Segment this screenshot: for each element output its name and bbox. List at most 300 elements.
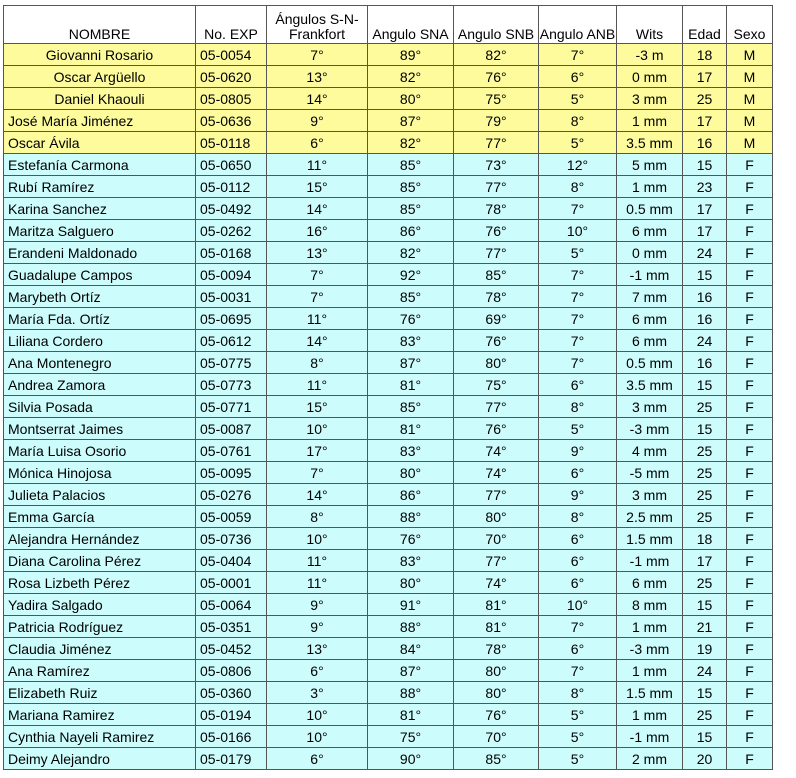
cell-sna[interactable]: 81°	[368, 704, 454, 726]
cell-snb[interactable]: 77°	[454, 132, 539, 154]
cell-sexo[interactable]: F	[727, 484, 773, 506]
cell-no-exp[interactable]: 05-0452	[196, 638, 267, 660]
cell-edad[interactable]: 25	[683, 88, 727, 110]
cell-wits[interactable]: 8 mm	[617, 594, 683, 616]
cell-anb[interactable]: 8°	[539, 396, 617, 418]
cell-sn-frankfort[interactable]: 9°	[267, 616, 368, 638]
cell-sna[interactable]: 82°	[368, 242, 454, 264]
header-angulo-sna[interactable]: Angulo SNA	[368, 6, 454, 44]
cell-wits[interactable]: 1.5 mm	[617, 528, 683, 550]
cell-anb[interactable]: 7°	[539, 264, 617, 286]
cell-sn-frankfort[interactable]: 3°	[267, 682, 368, 704]
cell-edad[interactable]: 18	[683, 44, 727, 66]
cell-sn-frankfort[interactable]: 11°	[267, 308, 368, 330]
cell-sexo[interactable]: M	[727, 44, 773, 66]
table-row[interactable]	[4, 418, 773, 440]
cell-nombre[interactable]: Julieta Palacios	[4, 484, 196, 506]
cell-sna[interactable]: 86°	[368, 484, 454, 506]
cell-sna[interactable]: 91°	[368, 594, 454, 616]
cell-sna[interactable]: 92°	[368, 264, 454, 286]
cell-snb[interactable]: 82°	[454, 44, 539, 66]
cell-wits[interactable]: 1.5 mm	[617, 682, 683, 704]
cell-anb[interactable]: 7°	[539, 616, 617, 638]
cell-nombre[interactable]: Montserrat Jaimes	[4, 418, 196, 440]
cell-sexo[interactable]: F	[727, 528, 773, 550]
cell-sexo[interactable]: F	[727, 550, 773, 572]
cell-sna[interactable]: 80°	[368, 88, 454, 110]
cell-wits[interactable]: -1 mm	[617, 264, 683, 286]
cell-no-exp[interactable]: 05-0351	[196, 616, 267, 638]
cell-nombre[interactable]: María Luisa Osorio	[4, 440, 196, 462]
cell-edad[interactable]: 17	[683, 110, 727, 132]
cell-sna[interactable]: 76°	[368, 528, 454, 550]
cell-nombre[interactable]: Alejandra Hernández	[4, 528, 196, 550]
cell-edad[interactable]: 18	[683, 528, 727, 550]
cell-no-exp[interactable]: 05-0262	[196, 220, 267, 242]
cell-sexo[interactable]: F	[727, 638, 773, 660]
cell-nombre[interactable]: Liliana Cordero	[4, 330, 196, 352]
cell-nombre[interactable]: Erandeni Maldonado	[4, 242, 196, 264]
cell-anb[interactable]: 6°	[539, 528, 617, 550]
cell-anb[interactable]: 9°	[539, 484, 617, 506]
header-sexo[interactable]: Sexo	[727, 6, 773, 44]
cell-nombre[interactable]: Guadalupe Campos	[4, 264, 196, 286]
cell-sna[interactable]: 83°	[368, 440, 454, 462]
cell-snb[interactable]: 74°	[454, 462, 539, 484]
cell-sn-frankfort[interactable]: 13°	[267, 66, 368, 88]
table-row[interactable]	[4, 704, 773, 726]
cell-sexo[interactable]: F	[727, 462, 773, 484]
table-row[interactable]	[4, 44, 773, 66]
cell-sna[interactable]: 85°	[368, 198, 454, 220]
cell-sna[interactable]: 86°	[368, 220, 454, 242]
cell-snb[interactable]: 77°	[454, 242, 539, 264]
cell-snb[interactable]: 70°	[454, 726, 539, 748]
cell-wits[interactable]: 0.5 mm	[617, 352, 683, 374]
cell-anb[interactable]: 7°	[539, 330, 617, 352]
cell-sn-frankfort[interactable]: 7°	[267, 462, 368, 484]
cell-wits[interactable]: -1 mm	[617, 550, 683, 572]
cell-wits[interactable]: 0.5 mm	[617, 198, 683, 220]
cell-snb[interactable]: 77°	[454, 484, 539, 506]
table-row[interactable]	[4, 198, 773, 220]
cell-no-exp[interactable]: 05-0806	[196, 660, 267, 682]
cell-wits[interactable]: 2 mm	[617, 748, 683, 770]
cell-no-exp[interactable]: 05-0360	[196, 682, 267, 704]
cell-nombre[interactable]: Marybeth Ortíz	[4, 286, 196, 308]
cell-sna[interactable]: 88°	[368, 682, 454, 704]
cell-no-exp[interactable]: 05-0095	[196, 462, 267, 484]
cell-wits[interactable]: -3 m	[617, 44, 683, 66]
cell-anb[interactable]: 8°	[539, 682, 617, 704]
cell-edad[interactable]: 25	[683, 704, 727, 726]
cell-snb[interactable]: 76°	[454, 418, 539, 440]
cell-sn-frankfort[interactable]: 9°	[267, 594, 368, 616]
cell-snb[interactable]: 69°	[454, 308, 539, 330]
table-row[interactable]	[4, 154, 773, 176]
cell-sexo[interactable]: F	[727, 154, 773, 176]
cell-wits[interactable]: 0 mm	[617, 66, 683, 88]
cell-sna[interactable]: 80°	[368, 572, 454, 594]
cell-anb[interactable]: 7°	[539, 198, 617, 220]
cell-sn-frankfort[interactable]: 14°	[267, 330, 368, 352]
cell-snb[interactable]: 75°	[454, 88, 539, 110]
header-angulo-snb[interactable]: Angulo SNB	[454, 6, 539, 44]
cell-nombre[interactable]: José María Jiménez	[4, 110, 196, 132]
cell-no-exp[interactable]: 05-0194	[196, 704, 267, 726]
cell-sna[interactable]: 81°	[368, 418, 454, 440]
cell-wits[interactable]: 7 mm	[617, 286, 683, 308]
cell-anb[interactable]: 8°	[539, 110, 617, 132]
cell-sn-frankfort[interactable]: 13°	[267, 638, 368, 660]
table-row[interactable]	[4, 176, 773, 198]
cell-sna[interactable]: 83°	[368, 550, 454, 572]
cell-no-exp[interactable]: 05-0064	[196, 594, 267, 616]
cell-snb[interactable]: 79°	[454, 110, 539, 132]
table-row[interactable]	[4, 550, 773, 572]
cell-sexo[interactable]: M	[727, 66, 773, 88]
cell-no-exp[interactable]: 05-0771	[196, 396, 267, 418]
cell-no-exp[interactable]: 05-0168	[196, 242, 267, 264]
cell-edad[interactable]: 25	[683, 396, 727, 418]
cell-sna[interactable]: 80°	[368, 462, 454, 484]
cell-wits[interactable]: 6 mm	[617, 572, 683, 594]
cell-nombre[interactable]: Deimy Alejandro	[4, 748, 196, 770]
cell-nombre[interactable]: Mónica Hinojosa	[4, 462, 196, 484]
cell-edad[interactable]: 24	[683, 330, 727, 352]
cell-sn-frankfort[interactable]: 15°	[267, 176, 368, 198]
cell-nombre[interactable]: Estefanía Carmona	[4, 154, 196, 176]
cell-wits[interactable]: -1 mm	[617, 726, 683, 748]
cell-nombre[interactable]: Yadira Salgado	[4, 594, 196, 616]
cell-sexo[interactable]: F	[727, 594, 773, 616]
cell-snb[interactable]: 75°	[454, 374, 539, 396]
cell-wits[interactable]: 6 mm	[617, 330, 683, 352]
table-row[interactable]	[4, 330, 773, 352]
cell-wits[interactable]: 3 mm	[617, 396, 683, 418]
table-row[interactable]	[4, 682, 773, 704]
cell-nombre[interactable]: Oscar Argüello	[4, 66, 196, 88]
cell-wits[interactable]: 3 mm	[617, 484, 683, 506]
cell-sna[interactable]: 88°	[368, 616, 454, 638]
cell-no-exp[interactable]: 05-0112	[196, 176, 267, 198]
cell-sn-frankfort[interactable]: 9°	[267, 110, 368, 132]
cell-nombre[interactable]: Ana Ramírez	[4, 660, 196, 682]
cell-edad[interactable]: 15	[683, 374, 727, 396]
cell-snb[interactable]: 78°	[454, 198, 539, 220]
cell-snb[interactable]: 74°	[454, 440, 539, 462]
cell-edad[interactable]: 25	[683, 506, 727, 528]
table-row[interactable]	[4, 88, 773, 110]
cell-no-exp[interactable]: 05-0087	[196, 418, 267, 440]
cell-snb[interactable]: 80°	[454, 682, 539, 704]
cell-edad[interactable]: 25	[683, 572, 727, 594]
cell-no-exp[interactable]: 05-0805	[196, 88, 267, 110]
cell-no-exp[interactable]: 05-0094	[196, 264, 267, 286]
cell-no-exp[interactable]: 05-0695	[196, 308, 267, 330]
cell-edad[interactable]: 19	[683, 638, 727, 660]
cell-no-exp[interactable]: 05-0636	[196, 110, 267, 132]
cell-edad[interactable]: 16	[683, 352, 727, 374]
cell-sexo[interactable]: F	[727, 352, 773, 374]
cell-sna[interactable]: 85°	[368, 286, 454, 308]
cell-sexo[interactable]: F	[727, 704, 773, 726]
cell-wits[interactable]: 3 mm	[617, 88, 683, 110]
cell-sna[interactable]: 85°	[368, 396, 454, 418]
cell-snb[interactable]: 85°	[454, 748, 539, 770]
header-no-exp[interactable]: No. EXP	[196, 6, 267, 44]
cell-no-exp[interactable]: 05-0612	[196, 330, 267, 352]
cell-sna[interactable]: 82°	[368, 132, 454, 154]
cell-snb[interactable]: 80°	[454, 660, 539, 682]
cell-anb[interactable]: 5°	[539, 418, 617, 440]
cell-sn-frankfort[interactable]: 14°	[267, 198, 368, 220]
table-row[interactable]	[4, 616, 773, 638]
cell-nombre[interactable]: Cynthia Nayeli Ramirez	[4, 726, 196, 748]
cell-sn-frankfort[interactable]: 16°	[267, 220, 368, 242]
cell-sna[interactable]: 75°	[368, 726, 454, 748]
cell-sexo[interactable]: F	[727, 242, 773, 264]
cell-edad[interactable]: 17	[683, 66, 727, 88]
cell-wits[interactable]: 1 mm	[617, 616, 683, 638]
cell-sn-frankfort[interactable]: 14°	[267, 484, 368, 506]
table-row[interactable]	[4, 286, 773, 308]
cell-sna[interactable]: 87°	[368, 660, 454, 682]
cell-anb[interactable]: 6°	[539, 572, 617, 594]
cell-anb[interactable]: 6°	[539, 374, 617, 396]
table-row[interactable]	[4, 374, 773, 396]
header-angulo-anb[interactable]: Angulo ANB	[539, 6, 617, 44]
cell-sexo[interactable]: F	[727, 176, 773, 198]
cell-sexo[interactable]: F	[727, 506, 773, 528]
cell-no-exp[interactable]: 05-0620	[196, 66, 267, 88]
cell-sna[interactable]: 89°	[368, 44, 454, 66]
table-row[interactable]	[4, 308, 773, 330]
cell-sn-frankfort[interactable]: 6°	[267, 132, 368, 154]
cell-sexo[interactable]: F	[727, 330, 773, 352]
cell-no-exp[interactable]: 05-0404	[196, 550, 267, 572]
cell-edad[interactable]: 17	[683, 198, 727, 220]
cell-anb[interactable]: 5°	[539, 88, 617, 110]
cell-no-exp[interactable]: 05-0118	[196, 132, 267, 154]
cell-nombre[interactable]: Ana Montenegro	[4, 352, 196, 374]
cell-sn-frankfort[interactable]: 11°	[267, 550, 368, 572]
table-row[interactable]	[4, 440, 773, 462]
cell-edad[interactable]: 24	[683, 660, 727, 682]
cell-sna[interactable]: 87°	[368, 110, 454, 132]
cell-sn-frankfort[interactable]: 7°	[267, 286, 368, 308]
cell-sna[interactable]: 76°	[368, 308, 454, 330]
cell-anb[interactable]: 7°	[539, 44, 617, 66]
cell-nombre[interactable]: Rubí Ramírez	[4, 176, 196, 198]
cell-anb[interactable]: 6°	[539, 66, 617, 88]
cell-edad[interactable]: 17	[683, 220, 727, 242]
table-row[interactable]	[4, 264, 773, 286]
cell-nombre[interactable]: Mariana Ramirez	[4, 704, 196, 726]
cell-sexo[interactable]: M	[727, 132, 773, 154]
cell-sexo[interactable]: F	[727, 682, 773, 704]
cell-sn-frankfort[interactable]: 7°	[267, 264, 368, 286]
cell-sexo[interactable]: F	[727, 374, 773, 396]
cell-snb[interactable]: 76°	[454, 66, 539, 88]
cell-snb[interactable]: 77°	[454, 550, 539, 572]
cell-no-exp[interactable]: 05-0059	[196, 506, 267, 528]
table-row[interactable]	[4, 396, 773, 418]
cell-anb[interactable]: 5°	[539, 704, 617, 726]
cell-edad[interactable]: 15	[683, 264, 727, 286]
cell-nombre[interactable]: Maritza Salguero	[4, 220, 196, 242]
cell-anb[interactable]: 5°	[539, 726, 617, 748]
cell-wits[interactable]: 3.5 mm	[617, 132, 683, 154]
cell-edad[interactable]: 25	[683, 484, 727, 506]
cell-snb[interactable]: 78°	[454, 286, 539, 308]
cell-wits[interactable]: -3 mm	[617, 418, 683, 440]
cell-anb[interactable]: 5°	[539, 132, 617, 154]
cell-anb[interactable]: 12°	[539, 154, 617, 176]
cell-nombre[interactable]: Silvia Posada	[4, 396, 196, 418]
cell-sn-frankfort[interactable]: 13°	[267, 242, 368, 264]
cell-sexo[interactable]: M	[727, 88, 773, 110]
cell-anb[interactable]: 6°	[539, 462, 617, 484]
cell-edad[interactable]: 15	[683, 594, 727, 616]
header-edad[interactable]: Edad	[683, 6, 727, 44]
cell-sexo[interactable]: F	[727, 308, 773, 330]
cell-no-exp[interactable]: 05-0166	[196, 726, 267, 748]
cell-no-exp[interactable]: 05-0001	[196, 572, 267, 594]
cell-edad[interactable]: 25	[683, 462, 727, 484]
cell-edad[interactable]: 15	[683, 682, 727, 704]
cell-no-exp[interactable]: 05-0276	[196, 484, 267, 506]
cell-snb[interactable]: 74°	[454, 572, 539, 594]
cell-nombre[interactable]: María Fda. Ortíz	[4, 308, 196, 330]
header-nombre[interactable]: NOMBRE	[4, 6, 196, 44]
cell-edad[interactable]: 20	[683, 748, 727, 770]
cell-edad[interactable]: 15	[683, 726, 727, 748]
cell-edad[interactable]: 25	[683, 440, 727, 462]
cell-wits[interactable]: 3.5 mm	[617, 374, 683, 396]
header-angulos-sn-frankfort[interactable]: Ángulos S-N-Frankfort	[267, 6, 368, 44]
cell-snb[interactable]: 76°	[454, 220, 539, 242]
cell-wits[interactable]: 2.5 mm	[617, 506, 683, 528]
cell-sexo[interactable]: F	[727, 220, 773, 242]
cell-sn-frankfort[interactable]: 10°	[267, 726, 368, 748]
cell-sexo[interactable]: F	[727, 726, 773, 748]
cell-edad[interactable]: 15	[683, 418, 727, 440]
cell-sna[interactable]: 84°	[368, 638, 454, 660]
cell-sn-frankfort[interactable]: 6°	[267, 748, 368, 770]
cell-sn-frankfort[interactable]: 11°	[267, 154, 368, 176]
cell-sna[interactable]: 81°	[368, 374, 454, 396]
cell-sna[interactable]: 88°	[368, 506, 454, 528]
cell-edad[interactable]: 17	[683, 550, 727, 572]
cell-anb[interactable]: 7°	[539, 286, 617, 308]
cell-nombre[interactable]: Elizabeth Ruiz	[4, 682, 196, 704]
cell-sna[interactable]: 85°	[368, 154, 454, 176]
cell-sna[interactable]: 85°	[368, 176, 454, 198]
cell-sn-frankfort[interactable]: 17°	[267, 440, 368, 462]
cell-wits[interactable]: 5 mm	[617, 154, 683, 176]
cell-wits[interactable]: 1 mm	[617, 110, 683, 132]
cell-no-exp[interactable]: 05-0775	[196, 352, 267, 374]
cell-sn-frankfort[interactable]: 10°	[267, 418, 368, 440]
table-row[interactable]	[4, 726, 773, 748]
cell-no-exp[interactable]: 05-0761	[196, 440, 267, 462]
cell-anb[interactable]: 8°	[539, 176, 617, 198]
cell-snb[interactable]: 85°	[454, 264, 539, 286]
cell-nombre[interactable]: Emma García	[4, 506, 196, 528]
cell-nombre[interactable]: Andrea Zamora	[4, 374, 196, 396]
cell-nombre[interactable]: Diana Carolina Pérez	[4, 550, 196, 572]
cell-edad[interactable]: 15	[683, 154, 727, 176]
cell-wits[interactable]: 6 mm	[617, 220, 683, 242]
header-wits[interactable]: Wits	[617, 6, 683, 44]
cell-anb[interactable]: 6°	[539, 550, 617, 572]
cell-edad[interactable]: 16	[683, 308, 727, 330]
cell-snb[interactable]: 81°	[454, 594, 539, 616]
cell-sexo[interactable]: F	[727, 616, 773, 638]
cell-wits[interactable]: -5 mm	[617, 462, 683, 484]
cell-snb[interactable]: 73°	[454, 154, 539, 176]
cell-anb[interactable]: 7°	[539, 308, 617, 330]
table-row[interactable]	[4, 572, 773, 594]
table-row[interactable]	[4, 638, 773, 660]
cell-wits[interactable]: -3 mm	[617, 638, 683, 660]
cell-sn-frankfort[interactable]: 15°	[267, 396, 368, 418]
cell-snb[interactable]: 77°	[454, 176, 539, 198]
cell-nombre[interactable]: Rosa Lizbeth Pérez	[4, 572, 196, 594]
table-row[interactable]	[4, 242, 773, 264]
cell-anb[interactable]: 8°	[539, 506, 617, 528]
cell-edad[interactable]: 16	[683, 132, 727, 154]
cell-sna[interactable]: 87°	[368, 352, 454, 374]
cell-anb[interactable]: 5°	[539, 748, 617, 770]
table-row[interactable]	[4, 660, 773, 682]
cell-sna[interactable]: 83°	[368, 330, 454, 352]
cell-sn-frankfort[interactable]: 7°	[267, 44, 368, 66]
cell-no-exp[interactable]: 05-0736	[196, 528, 267, 550]
cell-wits[interactable]: 1 mm	[617, 704, 683, 726]
table-row[interactable]	[4, 748, 773, 770]
cell-wits[interactable]: 1 mm	[617, 176, 683, 198]
cell-sexo[interactable]: F	[727, 572, 773, 594]
cell-sna[interactable]: 90°	[368, 748, 454, 770]
table-row[interactable]	[4, 462, 773, 484]
cell-sexo[interactable]: F	[727, 440, 773, 462]
cell-snb[interactable]: 81°	[454, 616, 539, 638]
table-row[interactable]	[4, 220, 773, 242]
cell-sexo[interactable]: F	[727, 396, 773, 418]
cell-sexo[interactable]: F	[727, 418, 773, 440]
table-row[interactable]	[4, 594, 773, 616]
table-row[interactable]	[4, 66, 773, 88]
cell-snb[interactable]: 76°	[454, 704, 539, 726]
cell-wits[interactable]: 4 mm	[617, 440, 683, 462]
cell-sn-frankfort[interactable]: 8°	[267, 352, 368, 374]
cell-nombre[interactable]: Giovanni Rosario	[4, 44, 196, 66]
cell-no-exp[interactable]: 05-0773	[196, 374, 267, 396]
cell-sexo[interactable]: F	[727, 660, 773, 682]
cell-sn-frankfort[interactable]: 11°	[267, 374, 368, 396]
cell-anb[interactable]: 10°	[539, 594, 617, 616]
cell-wits[interactable]: 6 mm	[617, 308, 683, 330]
cell-sn-frankfort[interactable]: 10°	[267, 528, 368, 550]
cell-snb[interactable]: 80°	[454, 352, 539, 374]
cell-sna[interactable]: 82°	[368, 66, 454, 88]
cell-edad[interactable]: 24	[683, 242, 727, 264]
cell-anb[interactable]: 7°	[539, 352, 617, 374]
cell-edad[interactable]: 21	[683, 616, 727, 638]
cell-sn-frankfort[interactable]: 6°	[267, 660, 368, 682]
